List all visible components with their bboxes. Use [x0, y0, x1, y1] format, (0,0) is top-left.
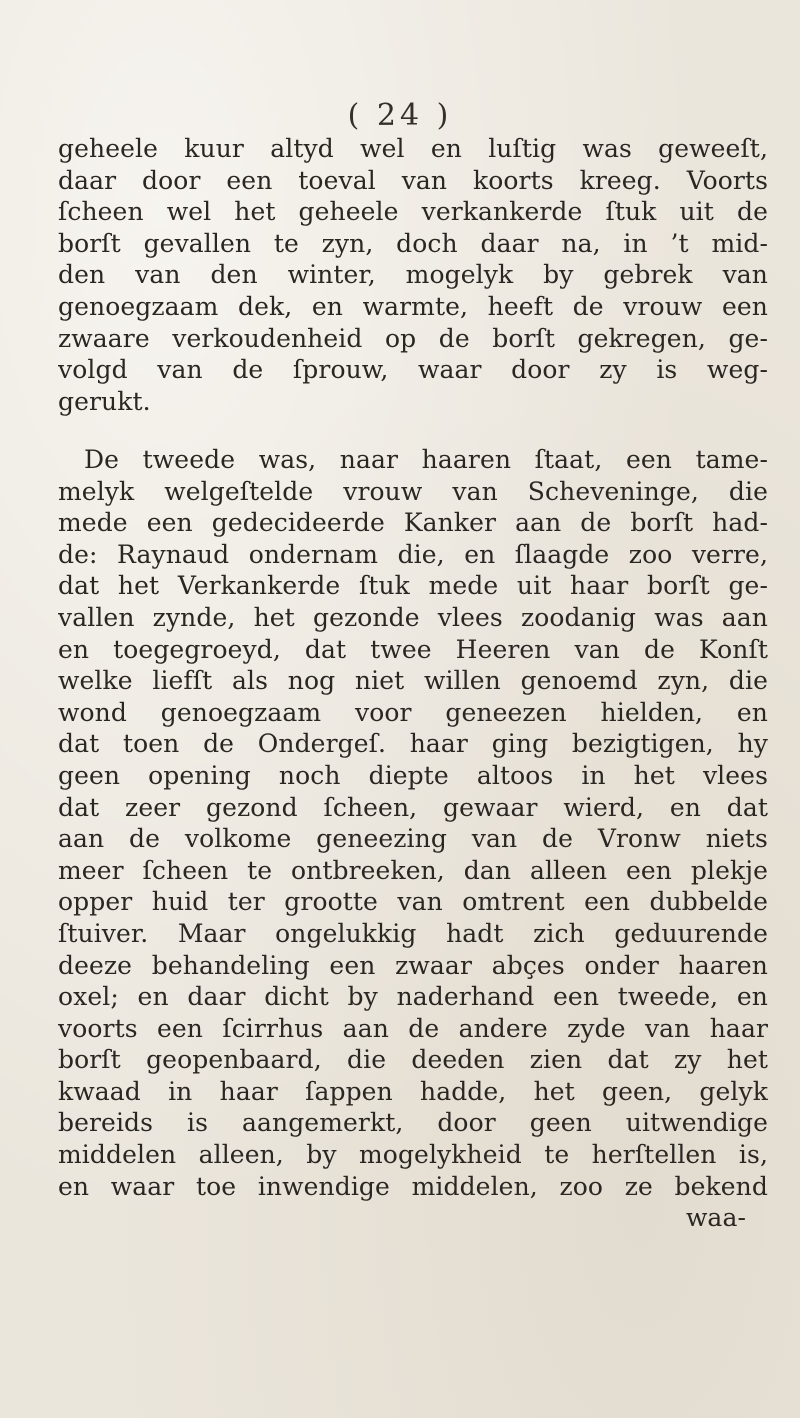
text-line: melyk welgeſtelde vrouw van Scheveninge, die: [58, 476, 768, 506]
text-line: middelen alleen, by mogelykheid te herſtellen is,: [58, 1140, 768, 1170]
text-line: meer ſcheen te ontbreeken, dan alleen een plekje: [58, 855, 768, 885]
text-line: voorts een ſcirrhus aan de andere zyde van haar: [58, 1013, 768, 1043]
text-line: bereids is aangemerkt, door geen uitwendige: [58, 1108, 768, 1138]
paragraph-2: [58, 444, 768, 1234]
text-line: en waar toe inwendige middelen, zoo ze bekend: [58, 1171, 768, 1201]
text-line: geheele kuur altyd wel en luſtig was geweeſt,: [58, 134, 768, 163]
text-line: volgd van de ſprouw, waar door zy is weg-: [58, 355, 768, 385]
text-line: vallen zynde, het gezonde vlees zoodanig was aan: [58, 602, 768, 632]
text-line: wond genoegzaam voor geneezen hielden, en: [58, 697, 768, 727]
text-line: opper huid ter grootte van omtrent een dubbelde: [58, 887, 768, 917]
catchword: waa-: [685, 1203, 746, 1233]
text-line: gerukt.: [58, 386, 151, 416]
text-line: zwaare verkoudenheid op de borſt gekregen, ge-: [58, 323, 768, 353]
text-line: deeze behandeling een zwaar abçes onder haaren: [58, 950, 768, 980]
text-line: en toegegroeyd, dat twee Heeren van de Konſt: [58, 634, 768, 664]
text-line: dat toen de Ondergeſ. haar ging bezigtigen, hy: [58, 729, 768, 759]
text-line: borſt geopenbaard, die deeden zien dat zy het: [58, 1045, 768, 1075]
page-number: ( 24 ): [347, 98, 453, 133]
text-line: borſt gevallen te zyn, doch daar na, in ’t mid-: [58, 228, 768, 258]
text-line: welke liefſt als nog niet willen genoemd zyn, die: [58, 666, 768, 696]
text-line: oxel; en daar dicht by naderhand een tweede, en: [58, 982, 768, 1012]
paragraph-1: [58, 133, 768, 417]
text-line: dat zeer gezond ſcheen, gewaar wierd, en dat: [58, 792, 768, 822]
text-line: geen opening noch diepte altoos in het vlees: [58, 760, 768, 790]
text-line: den van den winter, mogelyk by gebrek van: [58, 260, 768, 290]
text-line: de: Raynaud ondernam die, en ſlaagde zoo verre,: [58, 539, 768, 569]
text-line: daar door een toeval van koorts kreeg. Voorts: [58, 165, 768, 195]
text-line: aan de volkome geneezing van de Vronw niets: [58, 824, 768, 854]
text-line: genoegzaam dek, en warmte, heeft de vrouw een: [58, 291, 768, 321]
text-line: De tweede was, naar haaren ſtaat, een tame-: [84, 445, 768, 474]
text-line: ſtuiver. Maar ongelukkig hadt zich geduurende: [58, 918, 768, 948]
text-line: ſcheen wel het geheele verkankerde ſtuk uit de: [58, 197, 768, 227]
text-line: kwaad in haar ſappen hadde, het geen, gelyk: [58, 1076, 768, 1106]
text-line: dat het Verkankerde ſtuk mede uit haar borſt ge-: [58, 571, 768, 601]
text-line: mede een gedecideerde Kanker aan de borſt had-: [58, 508, 768, 538]
